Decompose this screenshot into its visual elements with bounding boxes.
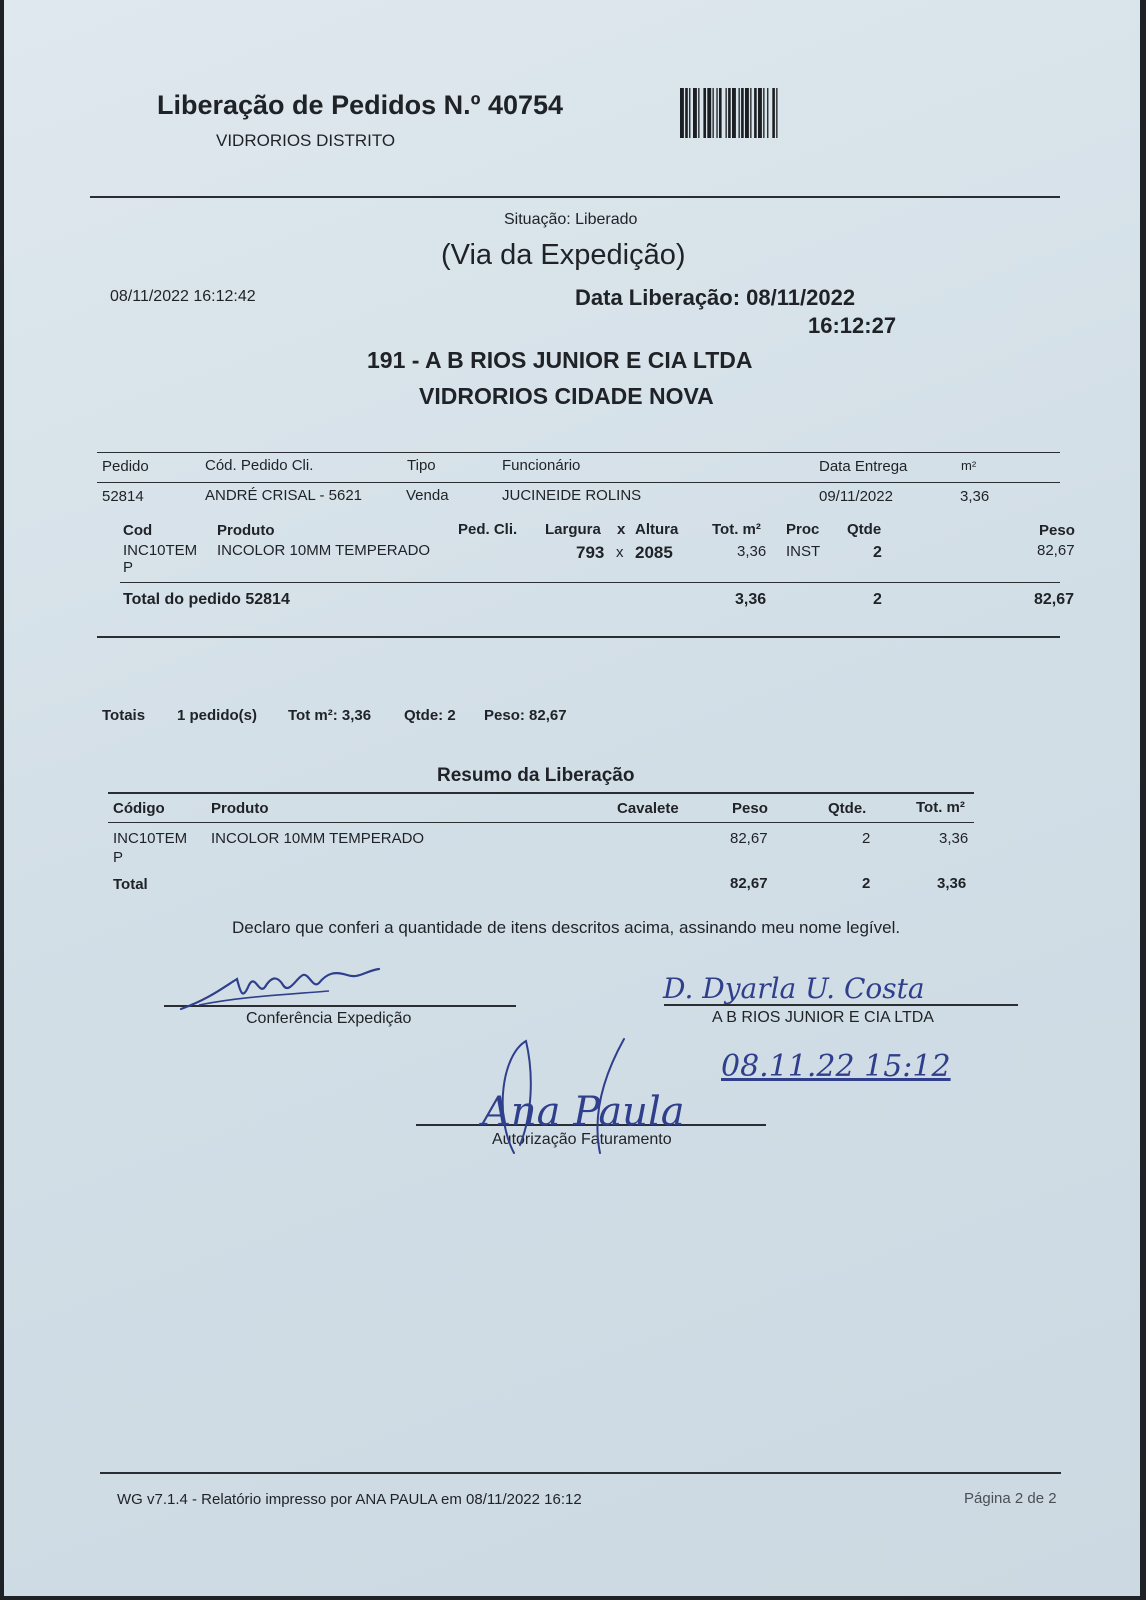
barcode-bar xyxy=(728,88,731,138)
summary-total-m2: 3,36 xyxy=(937,875,967,892)
item-times: x xyxy=(616,544,624,561)
order-table-bottom-border xyxy=(97,636,1060,638)
col-header-funcionario: Funcionário xyxy=(502,457,581,474)
footer-divider xyxy=(100,1472,1061,1474)
barcode-bar xyxy=(693,88,697,138)
barcode-bar xyxy=(754,88,757,138)
col-header-m2: m² xyxy=(961,458,977,473)
order-type: Venda xyxy=(406,487,449,504)
barcode-bar xyxy=(719,88,722,138)
order-total-weight: 82,67 xyxy=(1034,591,1075,608)
totals-qty: Qtde: 2 xyxy=(404,707,456,724)
barcode-bar xyxy=(772,88,775,138)
col-header-pedido: Pedido xyxy=(102,458,149,475)
client-signature-label: A B RIOS JUNIOR E CIA LTDA xyxy=(712,1009,934,1026)
item-width: 793 xyxy=(576,543,605,562)
barcode-bar xyxy=(758,88,762,138)
summary-title: Resumo da Liberação xyxy=(437,765,635,786)
faturamento-handwritten-signature xyxy=(474,1035,704,1165)
order-m2: 3,36 xyxy=(960,488,990,505)
item-header-produto: Produto xyxy=(217,522,275,539)
item-header-tot-m2: Tot. m² xyxy=(712,521,761,538)
faturamento-handwritten-name-text: Ana Paula xyxy=(482,1089,685,1135)
barcode-bar xyxy=(703,88,706,138)
summary-header-tot-m2: Tot. m² xyxy=(916,799,965,816)
summary-total-label: Total xyxy=(113,876,148,893)
barcode-bar xyxy=(685,88,688,138)
col-header-data-entrega: Data Entrega xyxy=(819,458,908,475)
document-title: Liberação de Pedidos N.º 40754 xyxy=(157,90,564,120)
summary-row-qty: 2 xyxy=(862,830,871,847)
item-header-peso: Peso xyxy=(1039,522,1075,539)
barcode-bar xyxy=(745,88,749,138)
barcode-bar xyxy=(750,88,751,138)
footer-printed-by: WG v7.1.4 - Relatório impresso por ANA PAULA em 08/11/2022 16:12 xyxy=(117,1491,582,1508)
order-employee: JUCINEIDE ROLINS xyxy=(502,487,642,504)
item-header-x: x xyxy=(617,521,626,538)
totals-label: Totais xyxy=(102,707,146,724)
status-text: Situação: Liberado xyxy=(504,211,638,228)
summary-header-qtde: Qtde. xyxy=(828,800,867,817)
release-time: 16:12:27 xyxy=(808,313,897,338)
barcode-bar xyxy=(698,88,699,138)
summary-header-cavalete: Cavalete xyxy=(617,800,679,817)
item-qty: 2 xyxy=(873,544,882,561)
barcode-bar xyxy=(707,88,711,138)
item-weight: 82,67 xyxy=(1037,542,1075,559)
summary-row-code-line1: INC10TEM xyxy=(113,830,188,847)
order-delivery-date: 09/11/2022 xyxy=(819,488,893,505)
summary-header-divider xyxy=(108,822,974,823)
barcode-bar xyxy=(767,88,768,138)
col-header-cod-cli: Cód. Pedido Cli. xyxy=(205,457,314,474)
order-total-m2: 3,36 xyxy=(735,591,767,608)
header-divider xyxy=(90,196,1060,198)
order-number: 52814 xyxy=(102,488,144,505)
col-header-tipo: Tipo xyxy=(407,457,436,474)
expedicao-handwritten-signature xyxy=(179,965,389,1013)
order-header-divider xyxy=(97,482,1060,483)
item-header-qtde: Qtde xyxy=(847,521,882,538)
item-product: INCOLOR 10MM TEMPERADO xyxy=(217,542,431,559)
summary-header-codigo: Código xyxy=(113,800,165,817)
barcode-bar xyxy=(732,88,736,138)
barcode-bar xyxy=(726,88,727,138)
order-total-qty: 2 xyxy=(873,591,882,608)
barcode-bar xyxy=(689,88,690,138)
release-date: Data Liberação: 08/11/2022 xyxy=(575,285,856,310)
summary-row-product: INCOLOR 10MM TEMPERADO xyxy=(211,830,425,847)
order-table-top-border xyxy=(97,452,1060,453)
client-name: 191 - A B RIOS JUNIOR E CIA LTDA xyxy=(367,347,753,373)
summary-row-code-line2: P xyxy=(113,849,124,866)
client-handwritten-date-text: 08.11.22 15:12 xyxy=(721,1049,951,1084)
item-tot-m2: 3,36 xyxy=(737,543,767,560)
client-store: VIDRORIOS CIDADE NOVA xyxy=(419,383,714,409)
expedicao-signature-label: Conferência Expedição xyxy=(246,1010,412,1027)
barcode-bar xyxy=(741,88,744,138)
summary-top-border xyxy=(108,792,974,794)
barcode-bar xyxy=(713,88,714,138)
barcode-bar xyxy=(739,88,740,138)
item-header-largura: Largura xyxy=(545,521,601,538)
item-header-ped-cli: Ped. Cli. xyxy=(458,521,518,538)
client-handwritten-date xyxy=(719,1040,989,1086)
barcode-bar xyxy=(763,88,764,138)
barcode-bar xyxy=(680,88,684,138)
summary-header-produto: Produto xyxy=(211,800,269,817)
item-code-line2: P xyxy=(123,559,134,576)
declaration-text: Declaro que conferi a quantidade de itens descritos acima, assinando meu nome legível. xyxy=(232,918,901,937)
branch-name: VIDRORIOS DISTRITO xyxy=(216,131,396,150)
client-handwritten-signature xyxy=(659,960,969,1008)
barcode-bar xyxy=(776,88,777,138)
totals-m2: Tot m²: 3,36 xyxy=(288,707,372,724)
copy-label: (Via da Expedição) xyxy=(441,239,686,271)
item-proc: INST xyxy=(786,543,821,560)
summary-total-weight: 82,67 xyxy=(730,875,768,892)
order-total-label: Total do pedido 52814 xyxy=(123,591,290,608)
footer-page-number: Página 2 de 2 xyxy=(964,1490,1057,1507)
item-code-line1: INC10TEM xyxy=(123,542,198,559)
order-total-divider xyxy=(120,582,1060,583)
client-handwritten-name-text: D. Dyarla U. Costa xyxy=(663,972,925,1005)
item-header-cod: Cod xyxy=(123,522,153,539)
summary-header-peso: Peso xyxy=(732,800,768,817)
order-client-code: ANDRÉ CRISAL - 5621 xyxy=(205,487,363,504)
item-header-altura: Altura xyxy=(635,521,679,538)
item-header-proc: Proc xyxy=(786,521,820,538)
summary-row-m2: 3,36 xyxy=(939,830,969,847)
summary-row-weight: 82,67 xyxy=(730,830,768,847)
faturamento-signature-label: Autorização Faturamento xyxy=(492,1131,672,1148)
summary-total-qty: 2 xyxy=(862,875,871,892)
barcode xyxy=(680,88,856,138)
totals-weight: Peso: 82,67 xyxy=(484,707,567,724)
barcode-bar xyxy=(716,88,717,138)
document-page xyxy=(4,0,1140,1596)
printed-datetime: 08/11/2022 16:12:42 xyxy=(110,288,256,305)
item-height: 2085 xyxy=(635,543,673,562)
totals-orders: 1 pedido(s) xyxy=(177,707,258,724)
